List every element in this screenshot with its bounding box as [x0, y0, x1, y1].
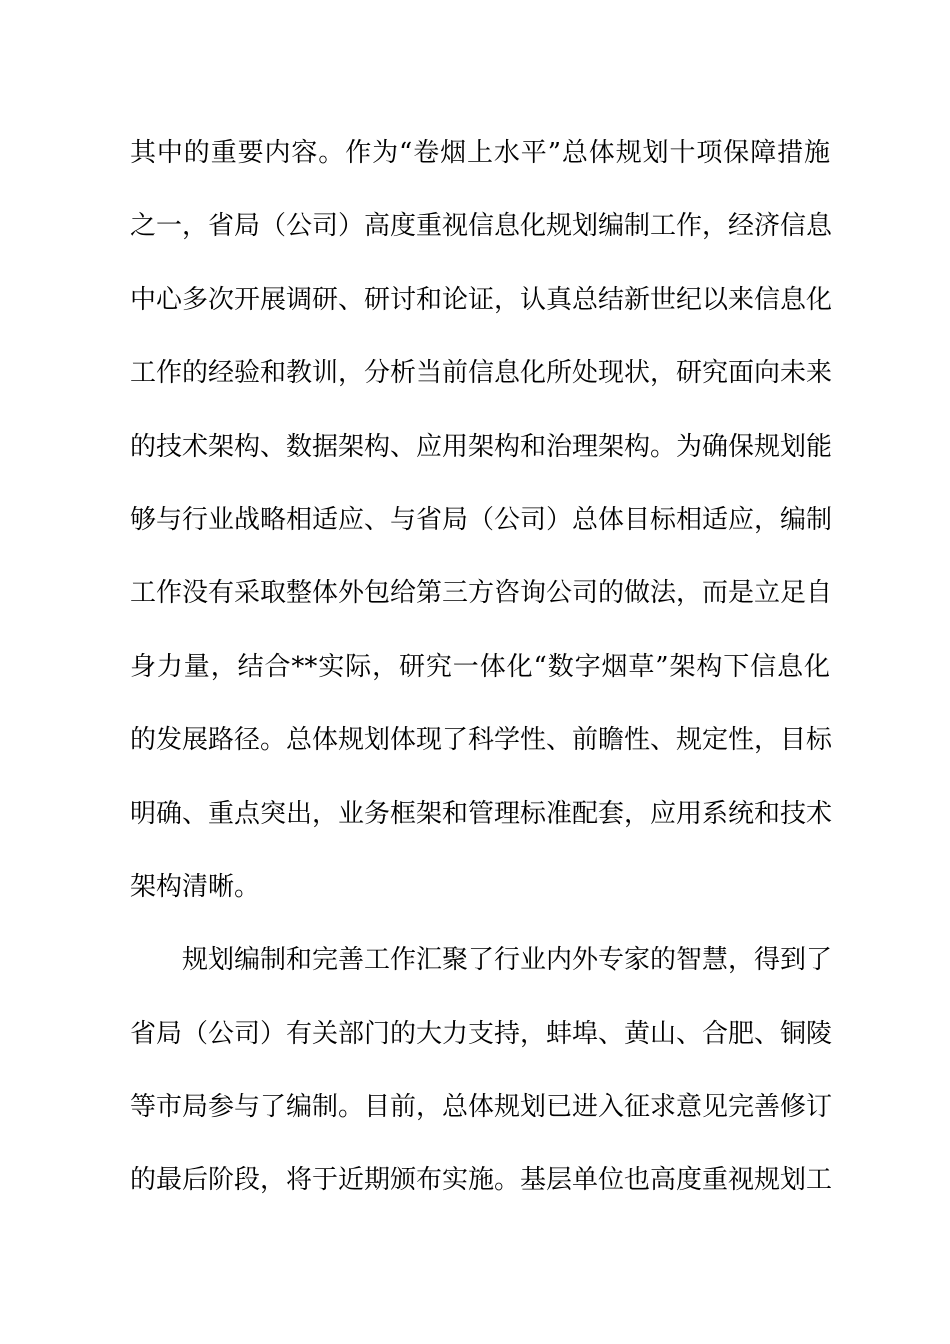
document-body — [130, 124, 833, 1225]
text-line: 之一，省局（公司）高度重视信息化规划编制工作，经济信息 — [130, 211, 833, 242]
text-line: 中心多次开展调研、研讨和论证，认真总结新世纪以来信息化 — [130, 284, 833, 315]
text-line: 省局（公司）有关部门的大力支持，蚌埠、黄山、合肥、铜陵 — [130, 1018, 833, 1049]
text-line: 等市局参与了编制。目前，总体规划已进入征求意见完善修订 — [130, 1092, 833, 1123]
text-line: 的最后阶段，将于近期颁布实施。基层单位也高度重视规划工 — [130, 1165, 833, 1196]
text-line: 身力量，结合**实际，研究一体化“数字烟草”架构下信息化 — [130, 651, 830, 682]
text-line: 的发展路径。总体规划体现了科学性、前瞻性、规定性，目标 — [130, 725, 833, 756]
text-line: 工作没有采取整体外包给第三方咨询公司的做法，而是立足自 — [130, 578, 833, 609]
text-line: 的技术架构、数据架构、应用架构和治理架构。为确保规划能 — [130, 431, 833, 462]
text-line: 架构清晰。 — [130, 871, 261, 902]
text-line: 规划编制和完善工作汇聚了行业内外专家的智慧，得到了 — [182, 945, 833, 976]
text-line: 明确、重点突出，业务框架和管理标准配套，应用系统和技术 — [130, 798, 833, 829]
text-line: 其中的重要内容。作为“卷烟上水平”总体规划十项保障措施 — [130, 138, 830, 168]
text-line: 够与行业战略相适应、与省局（公司）总体目标相适应，编制 — [130, 504, 833, 535]
paragraph-1 — [130, 124, 833, 916]
paragraph-2 — [130, 931, 833, 1209]
text-line: 工作的经验和教训，分析当前信息化所处现状，研究面向未来 — [130, 358, 833, 389]
